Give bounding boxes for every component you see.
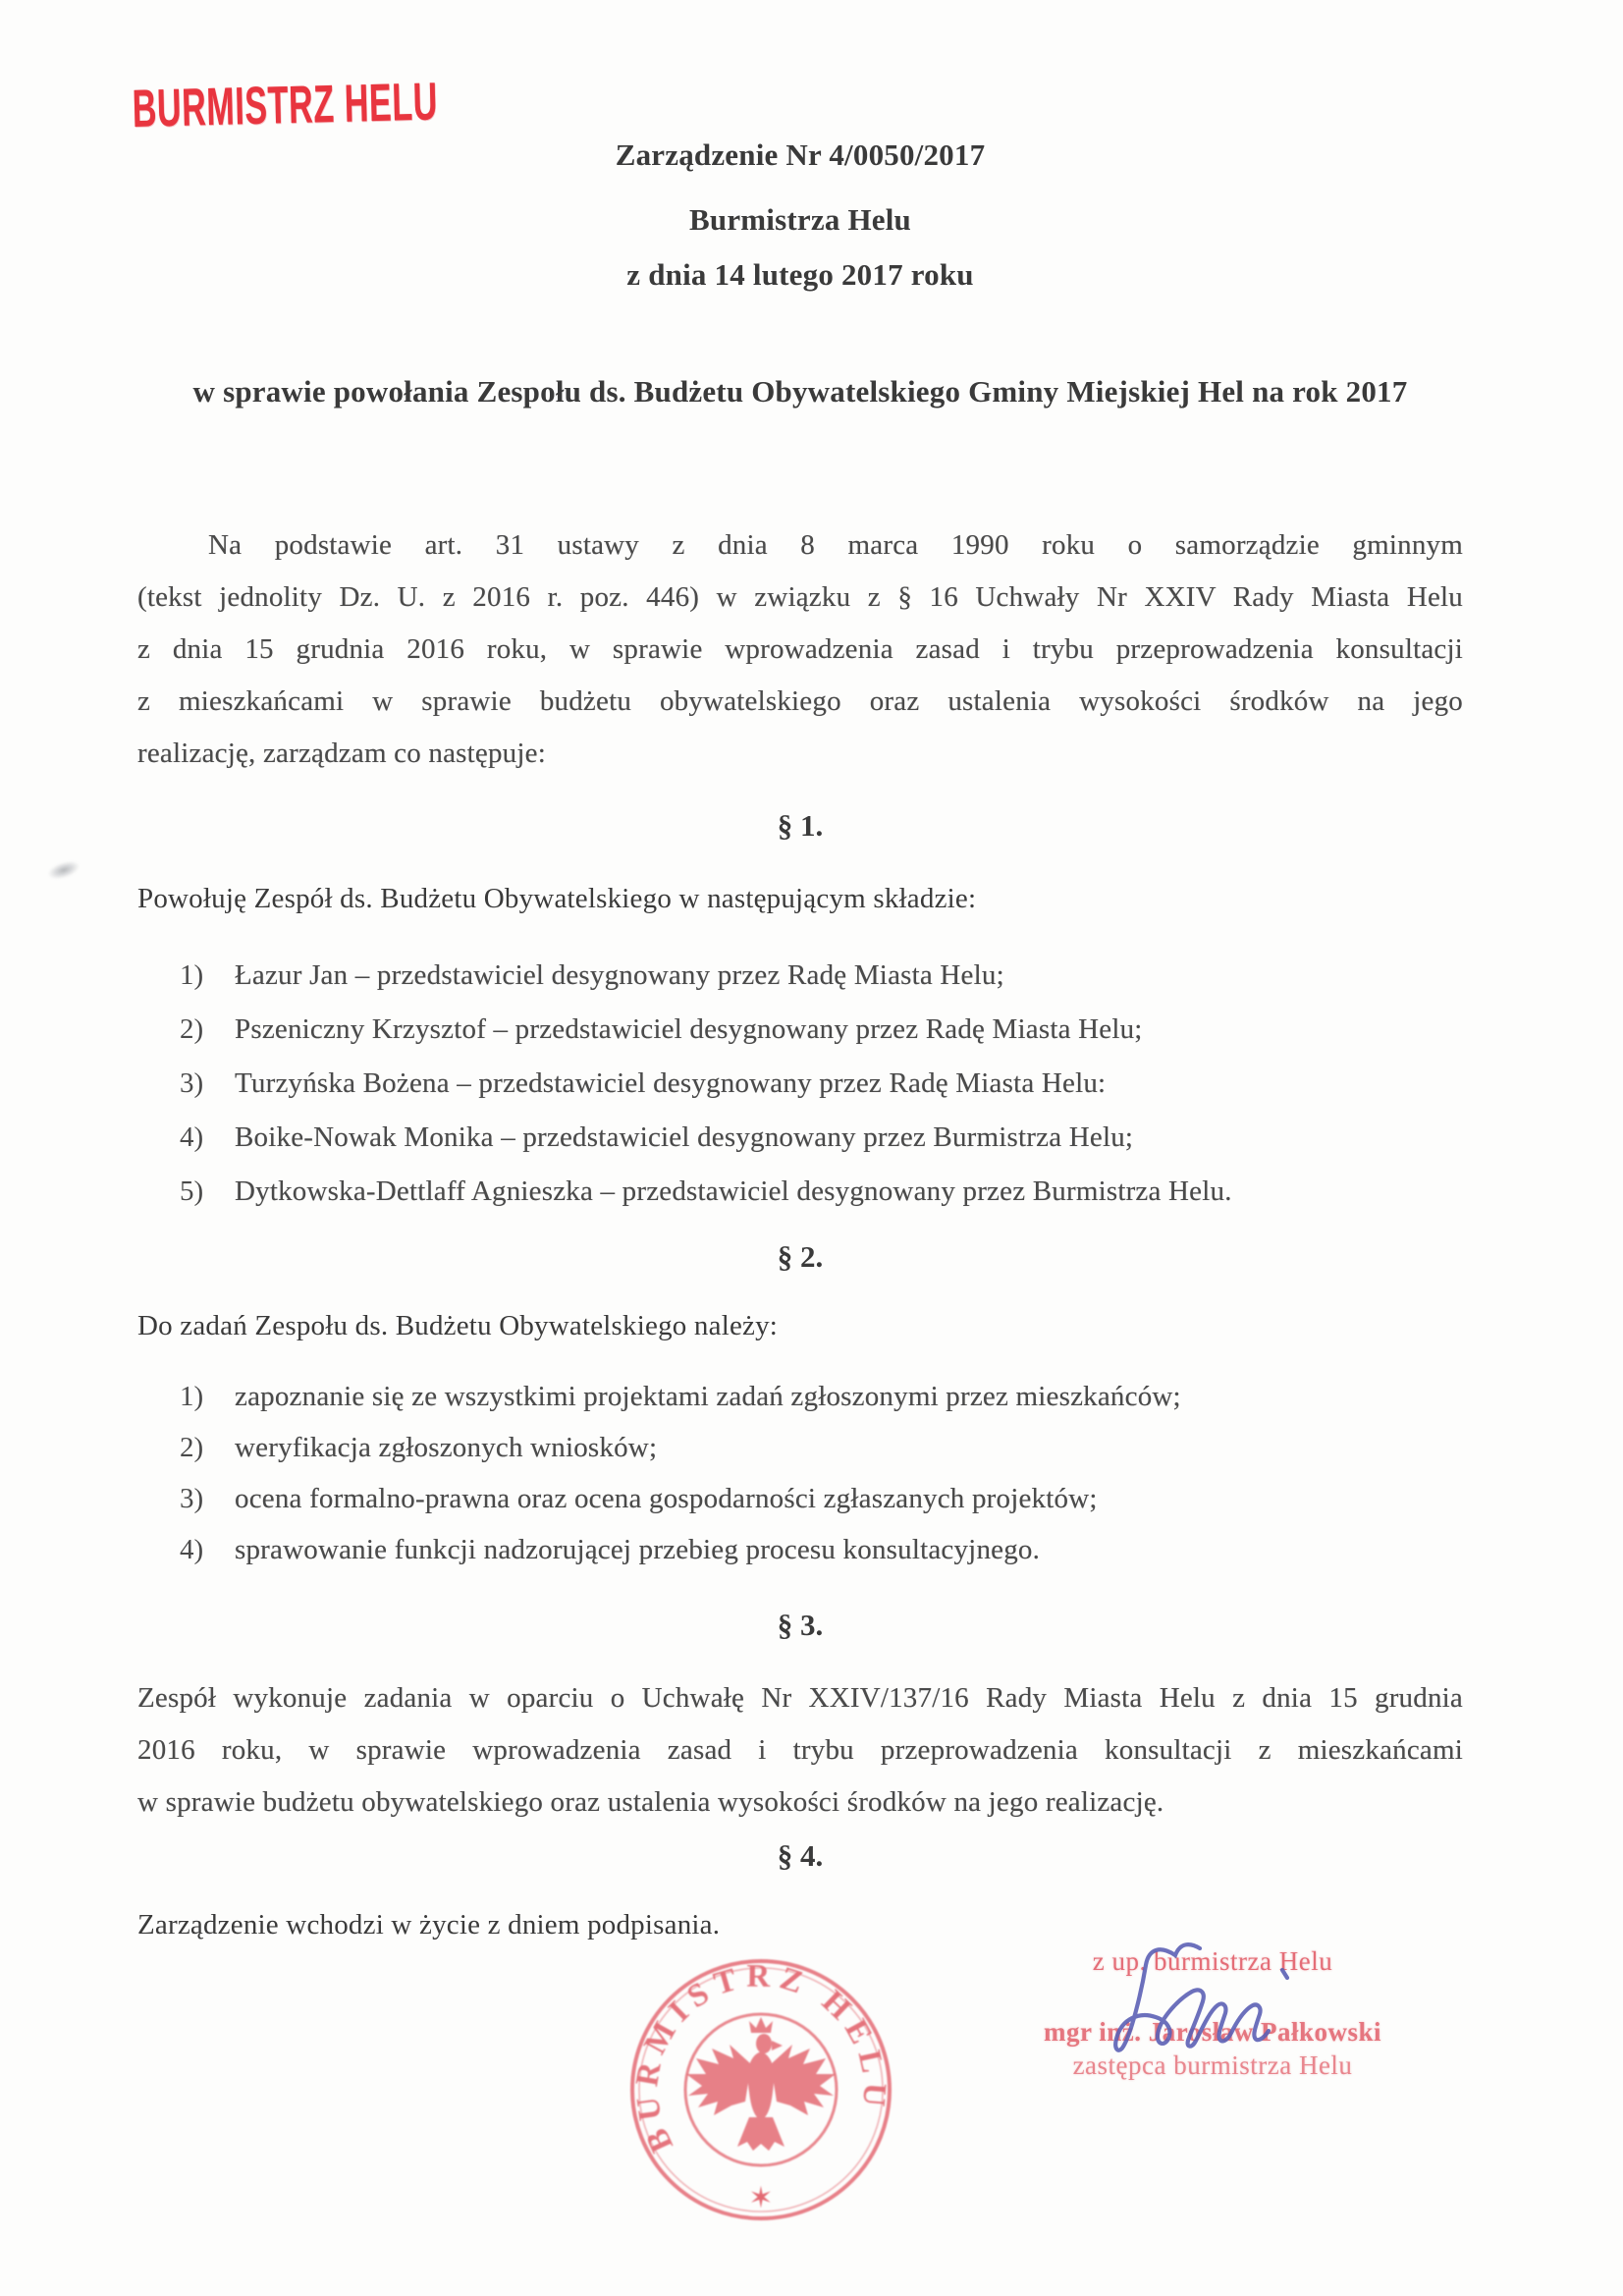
ordinance-number-title: Zarządzenie Nr 4/0050/2017 — [615, 137, 986, 172]
section-1-heading: § 1. — [777, 808, 824, 843]
item-number: 3) — [180, 1483, 204, 1514]
item-number: 4) — [180, 1121, 204, 1153]
item-number: 1) — [180, 1381, 204, 1412]
signatory-name: mgr inż. Jarosław Pałkowski — [1043, 2017, 1382, 2047]
date-title: z dnia 14 lutego 2017 roku — [626, 257, 974, 292]
section-1-intro: Powołuję Zespół ds. Budżetu Obywatelskiego w następującym składzie: — [137, 883, 977, 914]
item-number: 5) — [180, 1175, 204, 1207]
list-item — [180, 1530, 1463, 1569]
section-3-line: Zespół wykonuje zadania w oparciu o Uchwałę Nr XXIV/137/16 Rady Miasta Helu z dnia 15 grudnia — [137, 1682, 1463, 1714]
preamble-line: realizację, zarządzam co następuje: — [137, 738, 546, 769]
list-item — [180, 1010, 1463, 1049]
section-3-heading: § 3. — [777, 1608, 824, 1642]
list-item — [180, 1172, 1463, 1211]
subject-line: w sprawie powołania Zespołu ds. Budżetu Obywatelskiego Gminy Miejskiej Hel na rok 2017 — [192, 374, 1408, 409]
item-text: Łazur Jan – przedstawiciel desygnowany przez Radę Miasta Helu; — [235, 959, 1004, 991]
item-text: ocena formalno-prawna oraz ocena gospodarności zgłaszanych projektów; — [235, 1483, 1098, 1514]
list-item — [180, 1377, 1463, 1416]
section-2-intro: Do zadań Zespołu ds. Budżetu Obywatelskiego należy: — [137, 1310, 779, 1341]
item-number: 2) — [180, 1013, 204, 1045]
item-number: 3) — [180, 1067, 204, 1099]
section-3-line: 2016 roku, w sprawie wprowadzenia zasad i trybu przeprowadzenia konsultacji z mieszkańcami — [137, 1734, 1463, 1766]
scan-smudge — [45, 857, 81, 883]
preamble-line: z dnia 15 grudnia 2016 roku, w sprawie wprowadzenia zasad i trybu przeprowadzenia konsultacji — [137, 633, 1463, 665]
preamble-line: Na podstawie art. 31 ustawy z dnia 8 marca 1990 roku o samorządzie gminnym — [208, 529, 1463, 561]
item-text: Turzyńska Bożena – przedstawiciel desygnowany przez Radę Miasta Helu: — [235, 1067, 1107, 1099]
seal-star: ✶ — [748, 2182, 774, 2214]
item-number: 2) — [180, 1432, 204, 1463]
item-number: 1) — [180, 959, 204, 991]
item-text: zapoznanie się ze wszystkimi projektami zadań zgłoszonymi przez mieszkańców; — [235, 1381, 1181, 1412]
item-text: Pszeniczny Krzysztof – przedstawiciel desygnowany przez Radę Miasta Helu; — [235, 1013, 1143, 1045]
seal-graphics — [629, 1959, 893, 2218]
item-text: Boike-Nowak Monika – przedstawiciel desygnowany przez Burmistrza Helu; — [235, 1121, 1134, 1153]
item-text: sprawowanie funkcji nadzorującej przebieg procesu konsultacyjnego. — [235, 1534, 1041, 1565]
list-item — [180, 1064, 1463, 1103]
seal-ring-text: BURMISTRZ HELU — [629, 1958, 893, 2158]
section-2-heading: § 2. — [777, 1239, 824, 1274]
list-item — [180, 956, 1463, 995]
section-3-line: w sprawie budżetu obywatelskiego oraz ustalenia wysokości środków na jego realizację. — [137, 1786, 1164, 1818]
item-text: Dytkowska-Dettlaff Agnieszka – przedstawiciel desygnowany przez Burmistrza Helu. — [235, 1175, 1232, 1207]
list-item — [180, 1118, 1463, 1157]
list-item — [180, 1479, 1463, 1518]
section-4-text: Zarządzenie wchodzi w życie z dniem podpisania. — [137, 1909, 721, 1941]
preamble-line: z mieszkańcami w sprawie budżetu obywatelskiego oraz ustalenia wysokości środków na jego — [137, 685, 1463, 717]
preamble-line: (tekst jednolity Dz. U. z 2016 r. poz. 446) w związku z § 16 Uchwały Nr XXIV Rady Miasta Helu — [137, 581, 1463, 613]
issuer-title: Burmistrza Helu — [689, 202, 911, 237]
section-4-heading: § 4. — [777, 1838, 824, 1873]
handwritten-signature — [1062, 1941, 1298, 2063]
signature-stamp-line: z up. burmistrza Helu — [1092, 1946, 1333, 1976]
list-item — [180, 1428, 1463, 1467]
item-text: weryfikacja zgłoszonych wniosków; — [235, 1432, 658, 1463]
signatory-role: zastępca burmistrza Helu — [1072, 2050, 1353, 2080]
mayor-header-stamp: BURMISTRZ HELU — [132, 72, 439, 138]
item-number: 4) — [180, 1534, 204, 1565]
official-round-seal — [625, 1954, 896, 2225]
